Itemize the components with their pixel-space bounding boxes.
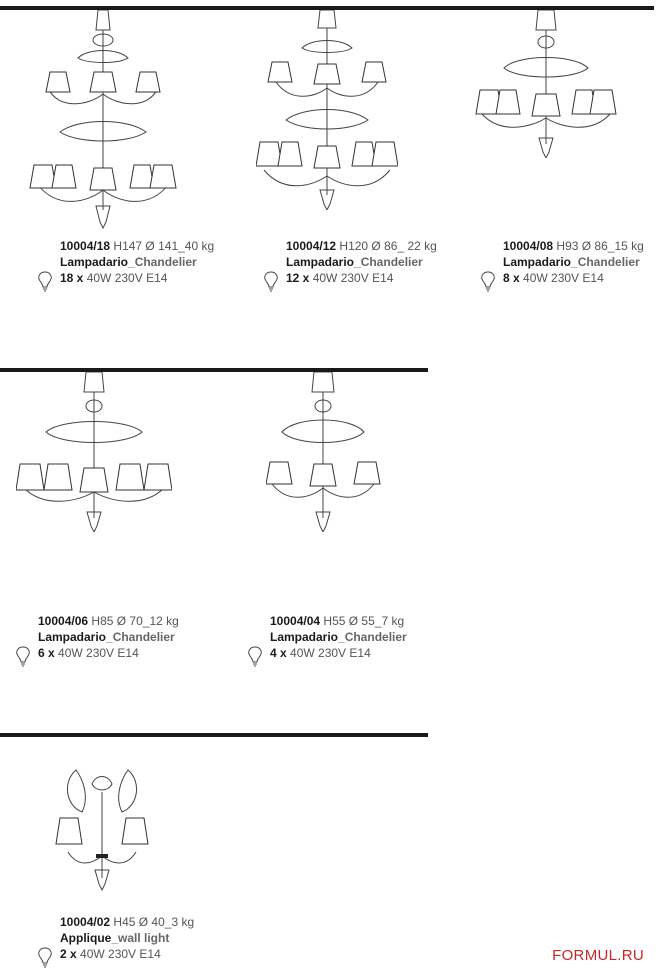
lightbulb-icon (16, 646, 30, 668)
lightbulb-icon (248, 646, 262, 668)
chandelier-drawing-10004-04 (266, 372, 382, 532)
product-type-it: Lampadario (286, 255, 355, 269)
product-spec-10004-18 (60, 238, 214, 286)
product-spec-10004-08 (503, 238, 644, 286)
product-dimensions: H147 Ø 141_40 kg (113, 239, 215, 253)
product-spec-10004-12 (286, 238, 437, 286)
product-type-it: Applique (60, 931, 112, 945)
bulb-spec: 40W 230V E14 (523, 271, 604, 285)
product-type-en: _Chandelier (106, 630, 175, 644)
product-type-it: Lampadario (60, 255, 129, 269)
product-code: 10004/12 (286, 239, 337, 253)
chandelier-drawing-10004-06 (16, 372, 172, 532)
product-type-it: Lampadario (38, 630, 107, 644)
brand-watermark: FORMUL.RU (552, 947, 644, 964)
product-type-it: Lampadario (270, 630, 339, 644)
product-type-en: _wall light (111, 931, 170, 945)
bulb-quantity: 8 x (503, 271, 520, 285)
product-dimensions: H45 Ø 40_3 kg (113, 915, 195, 929)
product-dimensions: H120 Ø 86_ 22 kg (339, 239, 437, 253)
product-spec-10004-06 (38, 613, 179, 661)
product-type-en: _Chandelier (338, 630, 407, 644)
product-code: 10004/08 (503, 239, 554, 253)
bulb-spec: 40W 230V E14 (80, 947, 161, 961)
product-type-en: _Chandelier (354, 255, 423, 269)
product-spec-10004-04 (270, 613, 407, 661)
wall-light-drawing-10004-02 (52, 766, 152, 896)
section-divider-bottom (0, 733, 428, 737)
product-code: 10004/04 (270, 614, 321, 628)
bulb-quantity: 2 x (60, 947, 77, 961)
chandelier-drawing-10004-18 (28, 10, 178, 232)
bulb-spec: 40W 230V E14 (312, 271, 394, 285)
bulb-quantity: 18 x (60, 271, 84, 285)
lightbulb-icon (38, 271, 52, 293)
chandelier-drawing-10004-12 (256, 10, 398, 210)
product-dimensions: H93 Ø 86_15 kg (556, 239, 644, 253)
lightbulb-icon (38, 947, 52, 969)
product-type-en: _Chandelier (571, 255, 640, 269)
product-dimensions: H85 Ø 70_12 kg (91, 614, 179, 628)
product-type-it: Lampadario (503, 255, 572, 269)
lightbulb-icon (481, 271, 495, 293)
product-type-en: _Chandelier (128, 255, 197, 269)
chandelier-drawing-10004-08 (474, 10, 618, 158)
bulb-spec: 40W 230V E14 (290, 646, 371, 660)
bulb-spec: 40W 230V E14 (58, 646, 139, 660)
bulb-quantity: 12 x (286, 271, 310, 285)
lightbulb-icon (264, 271, 278, 293)
product-spec-10004-02 (60, 914, 194, 962)
product-code: 10004/18 (60, 239, 111, 253)
bulb-quantity: 6 x (38, 646, 55, 660)
product-dimensions: H55 Ø 55_7 kg (323, 614, 405, 628)
bulb-spec: 40W 230V E14 (86, 271, 168, 285)
product-code: 10004/06 (38, 614, 89, 628)
product-code: 10004/02 (60, 915, 111, 929)
bulb-quantity: 4 x (270, 646, 287, 660)
